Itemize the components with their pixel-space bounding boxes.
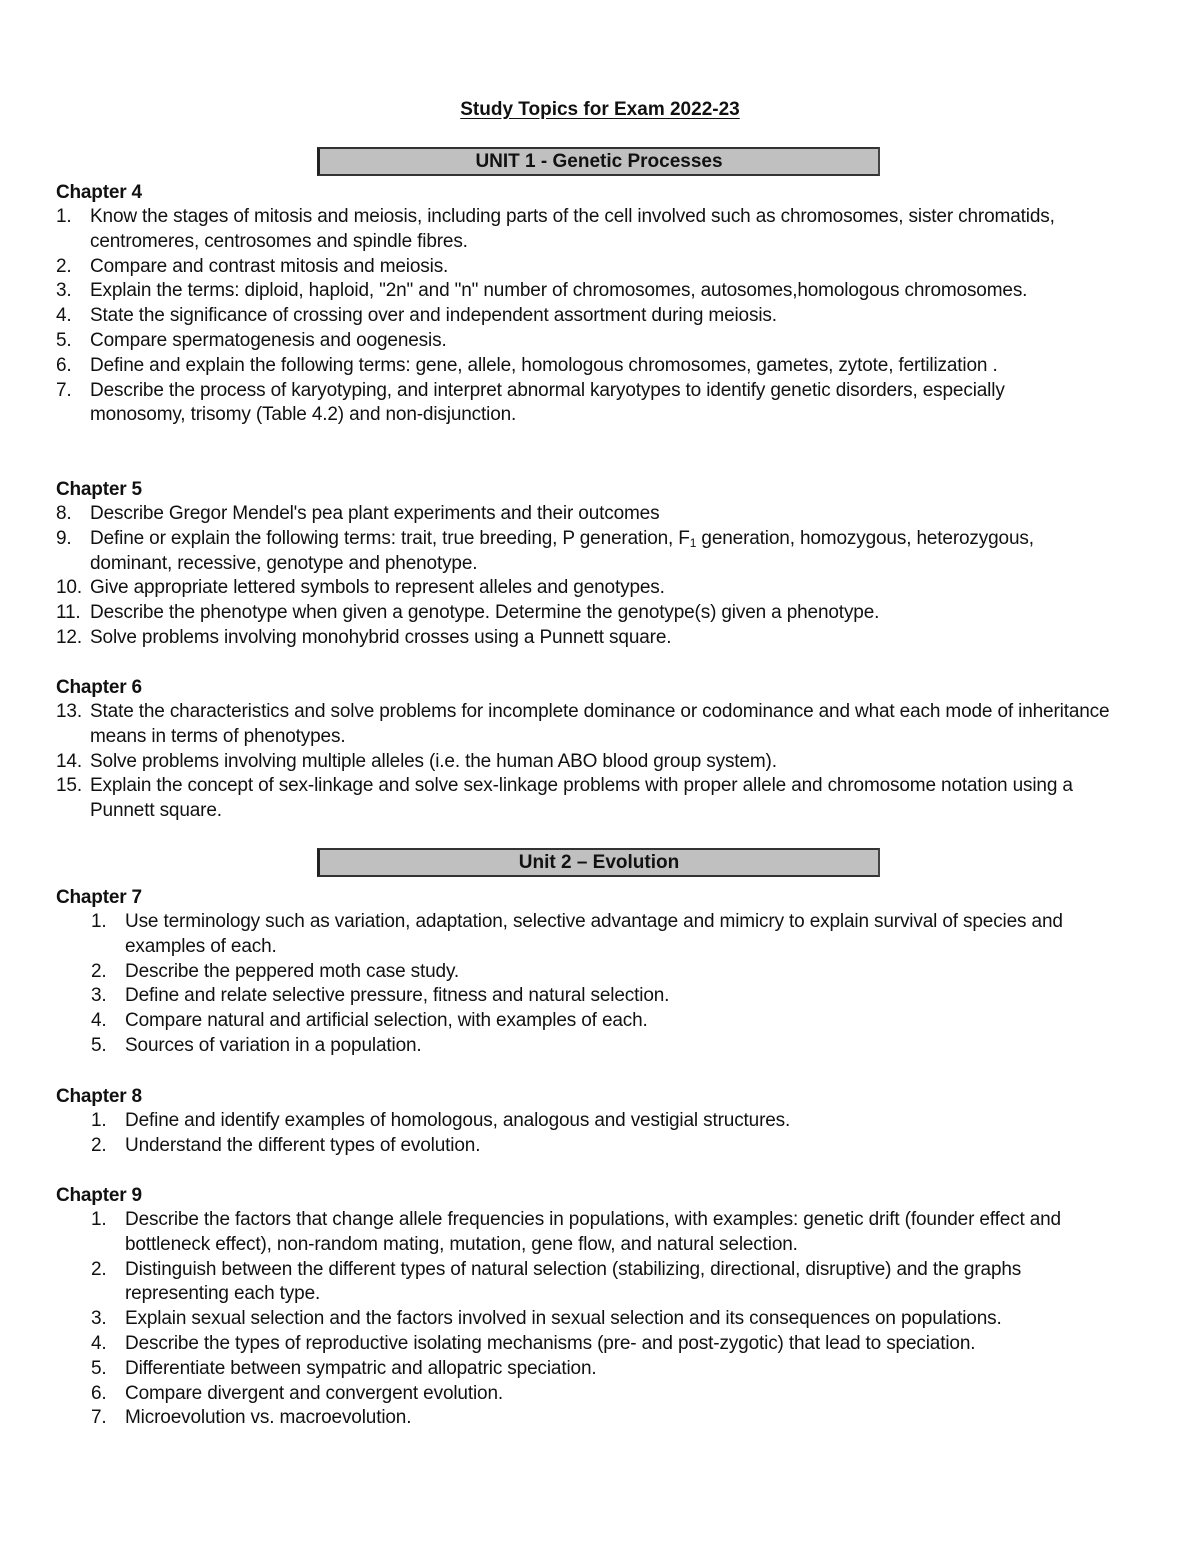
item-number: 6. [91,1382,107,1404]
chapter-heading: Chapter 5 [56,479,142,500]
item-text: Describe the process of karyotyping, and interpret abnormal karyotypes to identify genetic disorders, especially monosomy, trisomy (Table 4.2) and non-disjunction. [90,379,1005,426]
chapter-8-section [56,1084,1156,1159]
item-number: 1. [56,206,72,227]
item-number: 2. [91,960,107,982]
subscript: 1 [689,535,697,550]
list-item [56,1009,1156,1034]
list-item [56,205,1156,255]
item-text: Microevolution vs. macroevolution. [125,1407,412,1429]
item-text: Distinguish between the different types of natural selection (stabilizing, directional, disruptive) and the graphs representing each type. [125,1258,1022,1305]
item-number: 3. [91,985,107,1007]
chapter-5-section [56,477,1156,651]
item-text: Define and relate selective pressure, fitness and natural selection. [125,985,670,1007]
item-number: 5. [56,329,72,351]
item-number: 1. [91,1110,107,1131]
list-item [56,910,1156,960]
list-item [56,329,1156,354]
item-text: Compare natural and artificial selection, with examples of each. [125,1010,648,1032]
chapter-7-section [56,885,1156,1059]
item-number: 13. [56,701,82,722]
list-item [56,601,1156,626]
item-number: 5. [91,1034,107,1056]
item-number: 7. [56,379,72,401]
item-number: 5. [91,1357,107,1379]
list-item [56,1208,1156,1258]
list-item [56,279,1156,304]
item-text: State the characteristics and solve problems for incomplete dominance or codominance and what each mode of inheritance means in terms of phenotypes. [90,701,1110,747]
list-item [56,379,1156,429]
item-text: Understand the different types of evolution. [125,1134,481,1156]
item-number: 4. [56,305,72,327]
list-item [56,1357,1156,1382]
list-item [56,1034,1156,1059]
list-item [56,576,1156,601]
unit-1-banner: UNIT 1 - Genetic Processes [317,147,880,176]
item-number: 1. [91,1209,107,1230]
item-text: Describe the types of reproductive isolating mechanisms (pre- and post-zygotic) that lead to speciation. [125,1332,976,1354]
chapter-heading: Chapter 4 [56,182,142,203]
list-item [56,1109,1156,1134]
chapter-heading: Chapter 8 [56,1086,142,1107]
item-number: 3. [91,1308,107,1330]
item-text: State the significance of crossing over and independent assortment during meiosis. [90,305,777,327]
item-number: 2. [56,255,72,277]
item-text: Compare divergent and convergent evolution. [125,1382,504,1404]
chapter-heading: Chapter 7 [56,887,142,908]
item-number: 3. [56,280,72,302]
list-item [56,354,1156,379]
document-title-text: Study Topics for Exam 2022-23 [460,99,740,120]
item-number: 2. [91,1258,107,1280]
chapter-heading: Chapter 6 [56,677,142,698]
item-number: 4. [91,1332,107,1354]
list-item [56,1332,1156,1357]
list-item [56,984,1156,1009]
item-text: Explain sexual selection and the factors involved in sexual selection and its consequences on populations. [125,1308,1002,1330]
item-number: 7. [91,1407,107,1429]
item-number: 9. [56,527,72,549]
item-number: 11. [56,602,81,624]
item-text: Define and identify examples of homologous, analogous and vestigial structures. [125,1110,791,1131]
list-item [56,1307,1156,1332]
item-text: Use terminology such as variation, adaptation, selective advantage and mimicry to explain survival of species and examples of each. [125,911,1063,957]
item-number: 4. [91,1010,107,1032]
item-number: 2. [91,1134,107,1156]
chapter-9-section [56,1183,1156,1431]
list-item [56,1258,1156,1308]
item-text: Solve problems involving monohybrid crosses using a Punnett square. [90,626,672,648]
document-title [0,98,1200,122]
item-text: Describe Gregor Mendel's pea plant experiments and their outcomes [90,503,660,524]
item-text: Compare spermatogenesis and oogenesis. [90,329,447,351]
list-item [56,1406,1156,1431]
item-number: 6. [56,354,72,376]
list-item [56,750,1156,775]
item-text: Explain the terms: diploid, haploid, "2n" and "n" number of chromosomes, autosomes,homologous chromosomes. [90,280,1028,302]
list-item [56,527,1156,577]
chapter-6-section [56,675,1156,824]
item-text: Explain the concept of sex-linkage and solve sex-linkage problems with proper allele and chromosome notation using a Punnett square. [90,775,1073,822]
item-text [56,527,1070,577]
item-number: 10. [56,577,82,599]
list-item [56,960,1156,985]
chapter-4-section [56,180,1156,428]
list-item [56,502,1156,527]
item-text: Give appropriate lettered symbols to represent alleles and genotypes. [90,577,665,599]
item-number: 15. [56,775,82,797]
list-item [56,774,1156,824]
item-text: Compare and contrast mitosis and meiosis. [90,255,449,277]
list-item [56,700,1156,750]
item-number: 8. [56,503,72,524]
chapter-heading: Chapter 9 [56,1185,142,1206]
item-text: Know the stages of mitosis and meiosis, including parts of the cell involved such as chromosomes, sister chromatids, centromeres, centrosomes and spindle fibres. [90,206,1055,252]
item-number: 14. [56,750,82,772]
item-text: Sources of variation in a population. [125,1034,422,1056]
item-text: Describe the factors that change allele frequencies in populations, with examples: genetic drift (founder effect and bottleneck effect), non-random mating, mutation, gene flow, and natural selection. [125,1209,1061,1255]
list-item [56,1134,1156,1159]
item-text-part: generation, homozygous, heterozygous, dominant, recessive, genotype and phenotype. [90,527,1034,574]
list-item [56,626,1156,651]
unit-2-banner: Unit 2 – Evolution [317,848,880,877]
item-text: Solve problems involving multiple alleles (i.e. the human ABO blood group system). [90,750,777,772]
list-item [56,304,1156,329]
item-number: 1. [91,911,107,932]
item-text-part: Define or explain the following terms: trait, true breeding, P generation, F [90,527,690,549]
item-text: Define and explain the following terms: gene, allele, homologous chromosomes, gametes, zytote, fertilization . [90,354,998,376]
item-text: Describe the phenotype when given a genotype. Determine the genotype(s) given a phenotype. [90,602,880,624]
item-number: 12. [56,626,82,648]
list-item [56,255,1156,280]
item-text: Describe the peppered moth case study. [125,960,460,982]
list-item [56,1382,1156,1407]
item-text: Differentiate between sympatric and allopatric speciation. [125,1357,597,1379]
